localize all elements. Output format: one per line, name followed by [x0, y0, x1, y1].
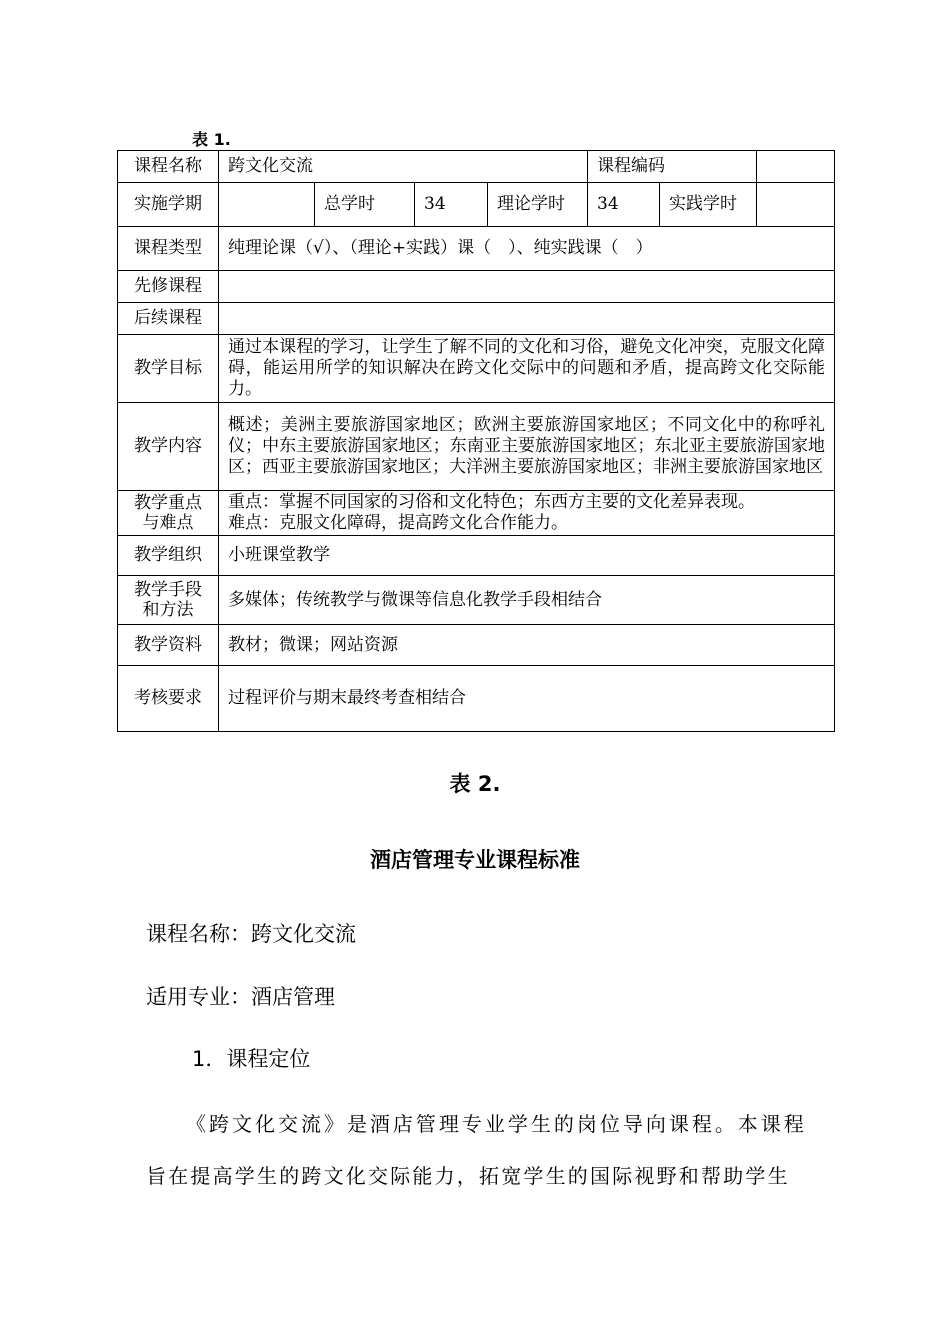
assessment-value: 过程评价与期末最终考查相结合 — [219, 666, 835, 732]
course-name-line: 课程名称：跨文化交流 — [146, 922, 356, 946]
keypoints-value-line1: 重点：掌握不同国家的习俗和文化特色；东西方主要的文化差异表现。 — [228, 492, 755, 512]
methods-label-line2: 和方法 — [142, 600, 194, 620]
table-row — [118, 576, 835, 625]
table-row — [118, 183, 835, 227]
table-row — [118, 227, 835, 271]
practice-hours-label: 实践学时 — [660, 183, 757, 227]
document-title: 酒店管理专业课程标准 — [370, 848, 580, 872]
table1-caption: 表 1. — [192, 130, 231, 149]
practice-hours-value — [757, 183, 835, 227]
course-code-label: 课程编码 — [588, 151, 757, 183]
table-row — [118, 491, 835, 536]
keypoints-label — [118, 491, 219, 536]
organization-value: 小班课堂教学 — [219, 536, 835, 576]
resources-label: 教学资料 — [118, 625, 219, 666]
methods-label — [118, 576, 219, 625]
section-heading: 1．课程定位 — [192, 1047, 311, 1071]
prerequisite-label: 先修课程 — [118, 271, 219, 303]
keypoints-label-line2: 与难点 — [142, 513, 194, 533]
table-row — [118, 335, 835, 403]
semester-label: 实施学期 — [118, 183, 219, 227]
theory-hours-label: 理论学时 — [488, 183, 588, 227]
keypoints-label-line1: 教学重点 — [134, 493, 202, 513]
table-row — [118, 303, 835, 335]
course-info-table — [117, 150, 835, 732]
body-paragraph: 《跨文化交流》是酒店管理专业学生的岗位导向课程。本课程旨在提高学生的跨文化交际能力，拓宽学生的国际视野和帮助学生 — [146, 1112, 806, 1188]
semester-value — [219, 183, 315, 227]
table2-caption: 表 2. — [449, 772, 501, 796]
goals-value: 通过本课程的学习，让学生了解不同的文化和习俗，避免文化冲突，克服文化障碍，能运用所学的知识解决在跨文化交际中的问题和矛盾，提高跨文化交际能力。 — [219, 335, 835, 403]
goals-label: 教学目标 — [118, 335, 219, 403]
prerequisite-value — [219, 271, 835, 303]
methods-value: 多媒体；传统教学与微课等信息化教学手段相结合 — [219, 576, 835, 625]
theory-hours-value: 34 — [588, 183, 660, 227]
total-hours-label: 总学时 — [315, 183, 415, 227]
followup-label: 后续课程 — [118, 303, 219, 335]
keypoints-value — [219, 491, 835, 536]
course-type-label: 课程类型 — [118, 227, 219, 271]
course-name-value: 跨文化交流 — [219, 151, 588, 183]
table-row — [118, 625, 835, 666]
followup-value — [219, 303, 835, 335]
content-label: 教学内容 — [118, 403, 219, 491]
major-line: 适用专业：酒店管理 — [146, 985, 335, 1009]
assessment-label: 考核要求 — [118, 666, 219, 732]
resources-value: 教材；微课；网站资源 — [219, 625, 835, 666]
course-type-value: 纯理论课（√）、（理论+实践）课（ ）、纯实践课（ ） — [219, 227, 835, 271]
table-row — [118, 151, 835, 183]
course-code-value — [757, 151, 835, 183]
table-row — [118, 666, 835, 732]
methods-label-line1: 教学手段 — [134, 580, 202, 600]
keypoints-value-line2: 难点：克服文化障碍，提高跨文化合作能力。 — [228, 513, 568, 533]
table-row — [118, 271, 835, 303]
table-row — [118, 403, 835, 491]
table-row — [118, 536, 835, 576]
total-hours-value: 34 — [415, 183, 488, 227]
course-name-label: 课程名称 — [118, 151, 219, 183]
content-value: 概述；美洲主要旅游国家地区；欧洲主要旅游国家地区；不同文化中的称呼礼仪；中东主要旅游国家地区；东南亚主要旅游国家地区；东北亚主要旅游国家地区；西亚主要旅游国家地区；大洋洲主要旅游国家地区；非洲主要旅游国家地区 — [219, 403, 835, 491]
organization-label: 教学组织 — [118, 536, 219, 576]
